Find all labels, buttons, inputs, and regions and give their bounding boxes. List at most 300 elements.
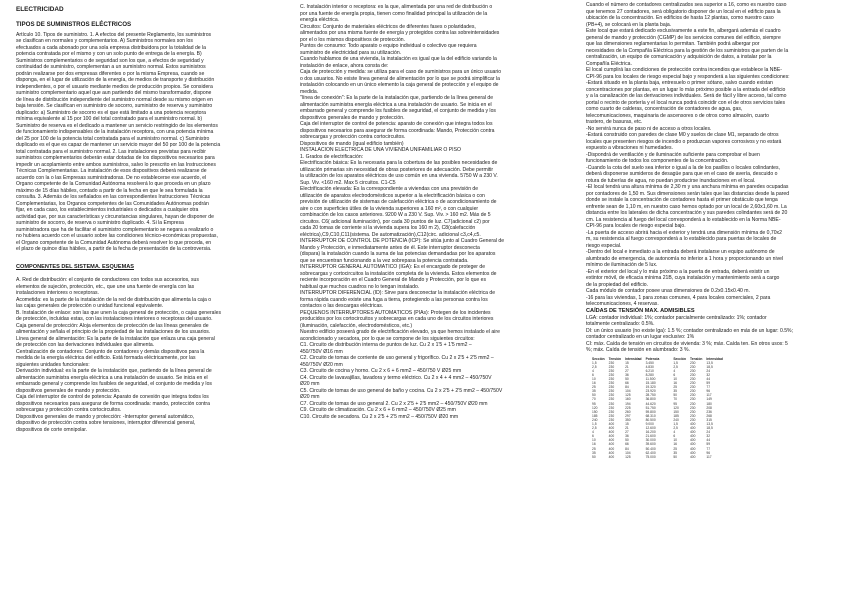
text-line: mínimo de iluminación de 5 lux. [586,262,658,268]
table-cell: 160 [625,397,631,402]
text-line: deberá disponerse sumideros de desagüe para que en el caso de avería, descuido o [586,171,778,177]
table-cell: 230 [608,401,615,406]
table-cell: 44 [706,376,711,381]
text-line: alimentación suministra energía eléctrica a una instalación de usuario. Se inicia en el [16,374,208,381]
text-line: donde se instale la concentración de contadores hasta el primer obstáculo que tenga [586,197,778,203]
voltage-drop-title: CAÍDAS DE TENSIÓN MAX. ADMISIBLES [586,307,695,314]
text-line: Ø20 mm [300,394,320,400]
text-line: Acometida: es la parte de la instalación de la red de distribución que alimenta la caja o [16,296,212,303]
table-cell: 15 [625,360,629,365]
text-line: que tenemos 27 contadores, será obligatorio disponer de un local en el edificio para la [586,8,781,15]
text-line: dispositivos necesarios para asegurar de forma coordinada: Mando, Protección contra [300,127,495,134]
table-cell: 400 [608,422,615,426]
text-line: de línea de distribución independiente del suministro normal desde su mismo origen en [16,96,213,103]
text-line: el Órgano competente de la Comunidad Autónoma deberá resolver lo que proceda, en [16,239,212,246]
text-line: C. Instalación interior o receptora: es la que, alimentada por una red de distribución o [300,4,493,10]
text-line: alimentación suministra energía eléctrica a una instalación de usuario. Se inicia en el [300,101,492,108]
table-cell: 104 [625,450,631,455]
text-line: instalación colocando en un único elemento la caja general de protección y el equipo de [300,82,499,88]
text-line: se clasifican en normales y complementarios. A) Suministros normales son los [16,38,193,44]
text-line: Derivación individual: es la parte de la instalación que, partiendo de la línea general de [16,368,212,374]
table-header-cell: Intensidad [625,356,642,361]
text-line: CI: máx. Caída de tensión en circuitos de vivienda: 3 %; máx. Caída ten. En otros usos: 5 [586,340,788,347]
text-line: extintor móvil, de eficacia mínima 21B, cuya instalación y mantenimiento será a cargo [586,275,780,281]
text-line: A. Red de distribución: el conjunto de conductores con todos sus accesorios, sus [16,277,199,283]
table-cell: 30.000 [645,438,656,443]
table-cell: 59 [706,381,711,386]
text-line: -Cuando la cota del suelo sea inferior o igual a la de los pasillos o locales colindantes, [586,164,780,171]
table-cell: 23.920 [645,389,656,394]
table-cell: 96 [706,450,711,455]
table-header-row [671,357,725,361]
table-cell: 18,5 [706,426,713,431]
text-line: -Estará situado en la planta baja, entresuelo o primer sótano, salvo cuando existan [586,80,773,86]
table-cell: 95 [673,401,677,406]
text-line: del 25 por 100 de la potencia total contratada para el suministro normal. c) Suministro [16,135,210,142]
table-cell: 13,5 [706,422,713,426]
text-line: mínima equivalente al 15 por 100 del total contratado para el suministro normal. b) [16,116,203,122]
text-line: acondicionado y secadora, por lo que se compone de los siguientes circuitos: [300,335,475,342]
table-cell: 32 [706,434,711,439]
table-cell: 230 [608,389,615,394]
text-line: podrán realizarse por dos empresas diferentes o por la misma Empresa, cuando se [16,70,205,77]
table-cell: 28.750 [645,393,656,398]
table-cell: 400 [689,450,696,455]
table-cell: 6 [592,372,594,377]
table-cell: 39.600 [645,442,656,447]
text-line: suministro de socorro, de reserva o suministro duplicado. 4. Si la Empresa [16,220,184,226]
text-line: "línea de conexión": Es la parte de la instalación que, partiendo de la línea general de [300,95,494,101]
table-cell: 125 [625,393,631,398]
table-cell: 84 [625,446,629,451]
column-1 [16,6,284,596]
table-cell: 400 [608,442,615,447]
table-cell: 2,5 [673,364,678,369]
table-cell: 70 [673,397,677,402]
table-cell: 400 [608,450,615,455]
text-line: Técnicas Complementarias. La instalación de esos dispositivos deberá realizarse de [16,168,207,174]
text-line: no hubiera acuerdo con el usuario sobre las condiciones técnico-económicas propuestas, [16,233,218,239]
text-line: telecomunicaciones, 4 reservas. [586,301,659,307]
table-cell: 24 [706,430,711,435]
text-line: contactos o las descargas eléctricas. [300,303,384,309]
table-cell: 16 [673,442,677,447]
text-line: Ø20 mm [300,381,320,387]
text-line: %; máx. Caída de tensión en alumbrado: 3 %. [586,347,690,353]
text-line: que se encuentran funcionando a la vez sobrepasa la potencia contratada. [300,257,469,264]
cable-table-right [671,357,725,459]
table-cell: 230 [689,401,696,406]
table-cell: 77 [706,385,711,390]
text-line: locales que presenten riesgos de incendio o produzcan vapores corrosivos y no estará [586,138,782,145]
text-line: C9. Circuito de climatización. Cu 2 x 6 + 6 mm2 – 450/750V Ø25 mm [300,407,456,413]
table-cell: 400 [689,430,696,435]
text-line: PEQUEÑOS INTERRUPTORES AUTOMÁTICOS (PIAs): Protegen de los incidentes [300,309,491,316]
table-cell: 117 [706,454,712,459]
table-cell: 240 [592,417,598,422]
text-line: expuesto a vibraciones ni humedades. [586,145,673,151]
text-line: Electrificación elevada: Es la correspondiente a viviendas con una previsión de [300,186,479,192]
table-cell: 4 [673,368,676,373]
text-line: enfrente sean de 1,10 m, en nuestro caso hemos optado por un local de 2,60x1,60 m. La [586,203,787,210]
components-text [16,277,284,433]
table-cell: 25 [673,385,677,390]
text-line: sobrecargas y cortocircuitos la instalación completa de la vivienda. Estos elementos de [300,270,497,277]
text-line: suministro de electricidad para su utilización. [300,49,402,56]
table-cell: 268 [706,413,712,418]
table-cell: 400 [608,438,615,443]
text-line: (dispara) la instalación cuando la suma de las potencias demandadas por los aparatos [300,251,496,257]
text-line: 450/750V Ø20 mm [300,361,343,368]
text-line: Dispositivos generales de mando y protección: -Interruptor general automático, [16,413,195,420]
table-cell: 400 [689,446,696,451]
table-cell: 400 [608,446,615,451]
document-title: TIPOS DE SUMINISTROS ELÉCTRICOS [16,20,132,28]
text-line: Dispositivos de mando (igual edificio también) [300,140,404,147]
table-cell: 36.800 [645,397,656,402]
text-line: y a la canalización de las derivaciones individuales. Será de fácil y libre acceso, tal como [586,93,787,99]
table-header-cell: Sección [592,356,605,361]
text-line: Suministro de reserva es el dedicado a mantener un servicio restringido de los elementos [16,122,218,129]
text-line: CPI-96 para locales de riesgo especial bajo. [586,223,686,229]
table-cell: 10 [673,438,677,443]
table-cell: 400 [689,442,696,447]
table-cell: 50 [592,393,596,398]
table-cell: 6.210 [645,368,654,373]
table-cell: 230 [689,413,696,418]
table-cell: 400 [689,422,696,426]
text-line: de protección, incluidas estas, con las instalaciones interiores o receptoras del usuario. [16,316,213,322]
table-cell: 400 [689,454,696,459]
text-line: general de mando y protección (CGMP) de los servicios comunes del edificio, siempre [586,34,781,41]
text-line: o dos usuarios. No existe línea general de alimentación por lo que se podrá simplificar la [300,75,500,82]
text-line: energía eléctrica. [300,17,340,23]
text-line: -Dispondrá de ventilación y de iluminación suficiente para comprobar el buen [586,151,760,158]
text-line: alumbrado de emergencia, de autonomía no inferior a 1 hora y proporcionando un nivel [586,255,784,262]
article-10-text [16,32,284,253]
table-cell: 150 [673,409,679,414]
text-line: utilización primarias sin necesidad de obras posteriores de adecuación. Debe permitir [300,166,494,173]
cable-table-figure [586,354,836,459]
text-line: C5. Circuito de tomas de uso general de baño y cocina. Cu 2 x 2'5 + 2'5 mm2 – 450/750V [300,387,503,394]
table-cell: 230 [689,409,696,414]
table-cell: 25 [592,385,596,390]
installation-text [300,4,568,420]
text-line: total contratada para el suministro normal. 2. Las instalaciones previstas para recibir [16,148,206,155]
voltage-drop-text [586,315,836,354]
text-line: combinación de los casos anteriores. 9200 W a 230 V. Sup. Viv. > 160 m2. Más de 5 [300,212,491,218]
table-cell: 230 [689,397,696,402]
text-line: de funcionamiento indispensables de la instalación receptora, con una potencia mínima [16,129,214,135]
text-line: Órgano competente de la Comunidad Autónoma resolverá lo que proceda en un plazo [16,181,211,187]
table-cell: 230 [608,372,615,377]
text-line: Electrificación básica: Es la necesaria para la cobertura de las posibles necesidades de [300,160,498,166]
table-cell: 230 [689,393,696,398]
text-line: Centralización de contadores: Conjunto de contadores y demás dispositivos para la [16,348,205,355]
table-cell: 104 [625,389,631,394]
table-cell: 230 [689,389,696,394]
text-line: necesidades de la Compañía Eléctrica para la gestión de los suministros que parten de la [586,47,789,54]
table-cell: 4.830 [645,364,654,369]
text-line: Cada módulo de contador posee unas dimensiones de 0.2x0.15x0.40 m. [586,288,750,294]
table-cell: 230 [689,368,696,373]
text-line: sobrecargas y protección contra cortocircuitos. [16,407,122,413]
table-cell: 27 [625,368,629,373]
text-line: -El local tendrá una altura mínima de 2,30 m y una anchura mínima en paredes ocupadas [586,184,789,190]
table-row [590,455,661,459]
table-cell: 50.400 [645,446,656,451]
text-line: El local cumplirá las condiciones de protección contra incendios que establece la NBE- [586,67,782,73]
table-cell: 27 [625,430,629,435]
text-line: continuidad de suministro, complementan a un suministro normal. Estos suministros [16,64,206,70]
table-cell: 1,5 [673,360,678,365]
text-line: -No servirá nunca de paso ni de acceso a otros locales. [586,125,712,132]
table-header-cell: Tensión [608,356,622,361]
text-line: rotura de tuberías de agua, no puedan producirse inundaciones en el local. [586,177,756,184]
text-line: Circuitos: Conjunto de materiales eléctricos de diferentes fases o polaridades, [300,23,476,30]
text-line: Caja del interruptor de control de potencia: aparato de conexión que integra todos los [300,121,493,127]
table-cell: 12.600 [645,426,656,431]
text-line: cada 20 tomas de corriente si la vivienda supera los 160 m 2), C8(calefacción [300,225,476,231]
text-line: alimentados por una misma fuente de energía y protegidos contra las sobreintensidades [300,30,500,36]
table-cell: 35 [592,450,596,455]
text-line: Cuando hablamos de una vivienda, la instalación es igual que la del edificio variando la [300,56,497,62]
table-cell: 10 [592,438,596,443]
table-cell: 35 [673,450,677,455]
text-line: INSTALACIÓN ELÉCTRICA DE UNA VIVIENDA UNIFAMILIAR O PISO [300,147,461,153]
text-line: por el o los mismos dispositivos de protección. [300,36,406,43]
table-cell: 3.450 [645,360,654,365]
text-line: Caja de protección y medida: se utiliza para el caso de suministros para un único usuario [300,69,502,75]
text-line: dispositivos de corte omnipolar. [16,426,88,433]
text-line: reciente incorporación en el Cuadro General de Mando y Protección, por lo que es [300,277,487,283]
text-line: C3. Circuito de cocina y horno. Cu 2 x 6 + 6 mm2 – 450/750 V Ø25 mm [300,368,462,374]
table-header-cell: Sección [673,356,686,361]
table-cell: 15 [625,422,629,426]
table-cell: 230 [608,405,615,410]
text-line: producidos por los cortocircuitos y sobrecargas en cada uno de los circuitos interiores [300,316,494,322]
table-cell: 400 [689,434,696,439]
table-cell: 44.620 [645,401,656,406]
text-line: Cuando el número de contadores centralizados sea superior a 16, como es nuestro caso [586,2,787,8]
column-2 [300,4,568,596]
text-line: medida. [300,88,319,95]
text-line: Mando y Protección, e inmediatamente antes de él. Este interruptor desconecta [300,244,480,251]
table-cell: 400 [608,430,615,435]
text-line: DI: un único usuario (no existe lga): 1.5 %; contador centralizado en más de un lugar: 0.5%; [586,327,793,334]
table-cell: 6 [592,434,594,439]
table-header-cell: Potencia [645,356,660,361]
text-line: actividad que, por sus características y circunstancias singulares, hayan de disponer de [16,213,214,220]
text-line: C10. Circuito de secadora. Cu 2 x 2'5 + 2'5 mm2 – 450/750V Ø20 mm [300,413,459,420]
text-line: fijar, en cada caso, los establecimientos industriales o dedicados a cualquier otra [16,207,199,213]
table-cell: 59.800 [645,409,656,414]
table-cell: 24 [706,368,711,373]
table-cell: 230 [608,364,615,369]
table-cell: 50 [592,454,596,459]
table-cell: 35 [673,389,677,394]
table-cell: 18,5 [706,364,713,369]
text-line: impedir un acoplamiento entre ambos suministros, salvo lo prescrito en las Instrucciones [16,161,216,168]
text-line: alimentación y señala el principio de la propiedad de las instalaciones de los usuarios. [16,329,211,335]
text-line: independientes, o por el usuario mediante medios de producción propios. Se considera [16,83,213,90]
table-cell: 2,5 [592,426,597,431]
text-line: por contadores de 1,50 m. Sus dimensiones serán tales que las distancias desde la pared [586,190,790,197]
table-cell: 230 [608,397,615,402]
table-cell: 120 [673,405,679,410]
table-cell: 16 [592,442,596,447]
text-line: aire o con superficies útiles de la vivienda superiores a 160 m², o con cualquier [300,205,479,212]
text-line: Este local que estará dedicado exclusivamente a este fin, albergará además el cuadro [586,28,781,34]
text-line: habitual que muchos cuadros no lo tengan instalado. [300,283,420,290]
text-line: -Dentro del local e inmediato a la entrada deberá instalarse un equipo autónomo de [586,249,775,255]
table-cell: 75.000 [645,454,656,459]
table-cell: 21 [625,364,629,369]
text-line: consulta. 3. Además de los señalados en las correspondientes Instrucciones Técnicas [16,194,211,200]
table-cell: 16 [673,381,677,386]
text-line: Complementarias, los Órganos competentes de las Comunidades Autónomas podrán [16,200,209,207]
text-line: embarrado general y comprende los fusibles de seguridad, el conjunto de medida y los [16,381,212,387]
table-cell: 32 [706,372,711,377]
table-cell: 44 [706,438,711,443]
table-cell: 10 [592,376,596,381]
table-cell: 1,5 [673,422,678,426]
text-line: efectuados a cada abonado por una sola empresa distribuidora por la totalidad de la [16,44,207,51]
table-cell: 21.600 [645,434,656,439]
table-cell: 230 [608,409,615,414]
table-cell: 230 [608,413,615,418]
text-line: embarrado general y comprende los fusibles de seguridad, el conjunto de medida y los [300,108,496,114]
text-line: elementos de sujeción, protección, etc., que une una fuente de energía con las [16,283,195,290]
text-line: INTERRUPTOR DE CONTROL DE POTENCIA (ICP): Se sitúa junto al Cuadro General de [300,238,505,244]
table-cell: 1,5 [592,360,597,365]
table-cell: 315 [706,417,712,422]
text-line: m, su resistencia al fuego corresponderá a lo establecido para puertas de locales de [586,236,777,242]
table-cell: 50 [673,393,677,398]
table-cell: 80.500 [645,417,656,422]
text-line: de protección con las derivaciones individuales que alimenta. [16,342,155,348]
table-cell: 36 [625,434,629,439]
table-cell: 77 [706,446,711,451]
text-line: LGA: contador individual: 1%; contador parcialmente centralizado: 1%; contador [586,314,767,321]
text-line: Nuestro edificio poseerá grado de electrificación elevado, ya que hemos instalado el aire [300,329,500,335]
table-cell: 117 [706,393,712,398]
text-line: distancia entre los laterales de dicha concentración y sus paredes colindantes será de 20 [586,210,788,216]
table-cell: 11.500 [645,376,656,381]
text-line: telecomunicaciones, maquinaria de ascensores o de otros como almacén, cuarto [586,112,769,119]
table-cell: 6 [673,372,676,377]
table-cell: 180 [706,401,712,406]
text-line: Puntos de consumo: Todo aparato o equipo individual o colectivo que requiera [300,43,477,49]
table-cell: 230 [608,385,615,390]
text-line: -La puerta de acceso abrirá hacia el exterior y tendrá una dimensión mínima de 0,70x2 [586,229,782,236]
table-cell: 230 [689,385,696,390]
table-cell: 16.200 [645,430,656,435]
text-line: CPI-96 para los locales de riesgo especial bajo y responderá a las siguientes condiciones: [586,73,790,80]
table-cell: 50 [625,376,629,381]
table-cell: 230 [689,381,696,386]
text-line: -En el exterior del local y lo más próximo a la puerta de entrada, deberá existir un [586,268,770,275]
text-line: trastero, de basuras, etc. [586,119,643,125]
table-cell: 225 [625,405,631,410]
table-cell: 150 [592,409,598,414]
meter-room-text [586,2,836,308]
table-cell: 120 [592,405,598,410]
table-cell: 230 [689,405,696,410]
text-line: INTERRUPTOR DIFERENCIAL (ID): Sirve para desconectar la instalación eléctrica de [300,290,496,296]
text-line: contador centralizado en un lugar exclusivo: 1% [586,334,695,340]
text-line: (PB+4), se colocará en la planta baja. [586,21,672,28]
table-cell: 4 [673,430,676,435]
table-cell: 68.310 [645,413,656,418]
table-cell: 25 [673,446,677,451]
text-line: C4. Circuito de lavavajillas, lavadora y termo eléctrico. Cu 2 x 4 + 4 mm2 – 450/750V [300,374,492,381]
table-cell: 21 [625,426,629,431]
table-cell: 230 [689,364,696,369]
table-cell: 95 [592,401,596,406]
table-cell: 230 [608,368,615,373]
text-line: potencia contratada por el mismo y con un solo punto de entrega de la energía. B) [16,51,202,57]
table-cell: 350 [625,417,631,422]
text-line: suministros complementarios deberán estar dotadas de los dispositivos necesarios para [16,155,215,161]
text-line: la utilización de los aparatos eléctricos de uso común en una vivienda. 5750 W a 230 V. [300,173,498,179]
text-line: Línea general de alimentación: Es la parte de la instalación que enlaza una caja general [16,335,215,342]
text-line: -16 para las viviendas, 1 para zonas comunes, 4 para locales comerciales, 2 para [586,294,771,301]
table-cell: 240 [673,417,679,422]
text-line: eléctrica),C9,C10,C11(sistema. De automatización),C12(circ. adicional c3,c4,c5. [300,231,481,238]
table-cell: 16 [592,381,596,386]
table-cell: 297 [625,413,631,418]
text-line: duplicado: a) Suministro de socorro es el que está limitado a una potencia receptora [16,109,206,116]
table-cell: 230 [608,381,615,386]
table-row [671,455,725,459]
text-line: por una fuente de energía propia, tienen como finalidad principal la utilización de la [300,10,488,17]
text-line: utilización de aparatos electrodomésticos superior a la electrificación básica o con [300,192,485,199]
text-line: máximo de 15 días hábiles, contado a partir de la fecha en que le sea formulada la [16,187,203,194]
table-cell: 208 [706,405,712,410]
text-line: instalaciones interiores o receptoras. [16,290,99,296]
text-line: las cajas generales de protección o unidad funcional equivalente. [16,303,164,309]
table-cell: 230 [689,417,696,422]
table-cell: 15.180 [645,381,656,386]
table-cell: 59 [706,442,711,447]
text-line: baja tensión. Se clasifican en suministro de socorro, suministro de reserva y suministro [16,103,213,109]
text-line: Artículo 10. Tipos de suministro. 1. A efectos del presente Reglamento, los suministros [16,31,212,38]
table-cell: 400 [608,454,615,459]
text-line: ubicación de la concentración. En edificios de hasta 12 plantas, como nuestro caso [586,15,774,21]
table-header-cell: Tensión [689,356,703,361]
text-line: dispositivos generales de mando y protección. [300,114,405,121]
table-cell: 400 [689,426,696,431]
table-cell: 400 [608,434,615,439]
table-cell: 149 [706,397,712,402]
table-header-row [590,357,661,361]
text-line: portal o recinto de portería y el local nunca podrá coincidir con el de otros servicios tales [586,99,786,106]
text-line: instalación de enlace, ahora consta de: [300,62,389,69]
text-line: dispositivos necesarios para asegurar de forma coordinada: mando, protección contra [16,400,210,407]
text-line: (iluminación, calefacción, electrodomésticos, etc.) [300,322,413,329]
table-cell: 4 [592,430,594,435]
table-cell: 36 [625,372,629,377]
text-line: circuitos. C6( adicional iluminación), por cada 30 puntos de luz. C7(adicional c2) por [300,218,490,225]
table-cell: 185 [673,413,679,418]
table-cell: 10 [673,376,677,381]
text-line: Suministros complementarios o de seguridad son los que, a efectos de seguridad y [16,57,204,64]
text-line: riesgo especial. [586,242,622,249]
table-cell: 62.400 [645,450,656,455]
text-line: dispositivos generales de mando y protección. [16,387,121,394]
table-cell: 35 [592,389,596,394]
